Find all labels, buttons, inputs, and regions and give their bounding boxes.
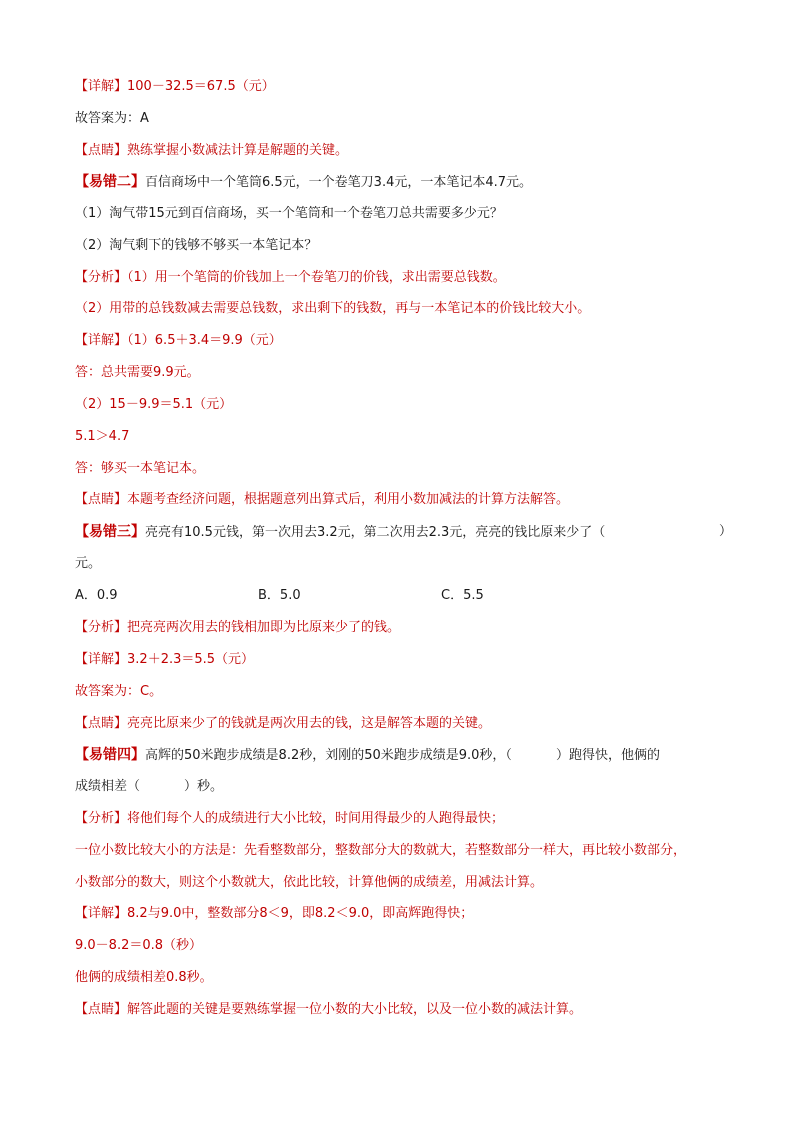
calc-line-4: 9.0－8.2＝0.8（秒） xyxy=(75,938,203,953)
analysis-text: 把亮亮两次用去的钱相加即为比原来少了的钱。 xyxy=(127,620,401,635)
analysis-line-2: （2）用带的总钱数减去需要总钱数，求出剩下的钱数，再与一本笔记本的价钱比较大小。 xyxy=(75,301,591,316)
detail-line xyxy=(75,77,275,97)
answer-line-3: 故答案为：C。 xyxy=(75,684,163,699)
detail-line-3 xyxy=(75,650,254,670)
analysis-line-4 xyxy=(75,809,504,829)
analysis-text: 将他们每个人的成绩进行大小比较，时间用得最少的人跑得最快； xyxy=(127,811,505,826)
detail-text: （1）6.5＋3.4＝9.9（元） xyxy=(127,333,282,348)
analysis-tag: 【分析】 xyxy=(75,270,128,285)
comment-line-2 xyxy=(75,490,569,510)
comment-tag: 【点睛】 xyxy=(75,492,128,507)
question-tag-3: 【易错三】 xyxy=(75,524,145,540)
comment-tag: 【点睛】 xyxy=(75,1002,128,1017)
question-text-4a: 高辉的50米跑步成绩是8.2秒，刘刚的50米跑步成绩是9.0秒，（ xyxy=(145,748,512,763)
analysis-tag: 【分析】 xyxy=(75,811,128,826)
detail-tag: 【详解】 xyxy=(75,79,128,94)
analysis-line-1 xyxy=(75,268,506,288)
comment-line-3 xyxy=(75,714,491,734)
comment-tag: 【点睛】 xyxy=(75,716,128,731)
sub-question-2: （2）淘气剩下的钱够不够买一本笔记本？ xyxy=(75,238,318,253)
comment-text: 本题考查经济问题，根据题意列出算式后，利用小数加减法的计算方法解答。 xyxy=(127,492,570,507)
question-title-4 xyxy=(75,745,660,766)
detail-tag: 【详解】 xyxy=(75,333,128,348)
detail-text: 100－32.5＝67.5（元） xyxy=(127,79,275,94)
detail-line-1 xyxy=(75,331,282,351)
question-text-4b: ）跑得快，他俩的 xyxy=(555,748,660,763)
analysis-line-4c: 小数部分的数大，则这个小数就大，依此比较，计算他俩的成绩差，用减法计算。 xyxy=(75,875,544,890)
compare-line: 5.1＞4.7 xyxy=(75,429,130,444)
detail-line-4 xyxy=(75,904,473,924)
answer-line: 故答案为：A xyxy=(75,111,149,126)
comment-tag: 【点睛】 xyxy=(75,143,128,158)
option-a: A．0.9 xyxy=(75,588,118,603)
comment-text: 亮亮比原来少了的钱就是两次用去的钱，这是解答本题的关键。 xyxy=(127,716,492,731)
comment-text: 熟练掌握小数减法计算是解题的关键。 xyxy=(127,143,349,158)
analysis-text: （1）用一个笔筒的价钱加上一个卷笔刀的价钱，求出需要总钱数。 xyxy=(127,270,506,285)
question-text-4c: 成绩相差（ xyxy=(75,779,141,794)
answer-line-4: 他俩的成绩相差0.8秒。 xyxy=(75,970,213,985)
question-tag-2: 【易错二】 xyxy=(75,174,145,190)
detail-line-2: （2）15－9.9＝5.1（元） xyxy=(75,397,233,412)
question-text-4d: ）秒。 xyxy=(184,779,224,794)
analysis-tag: 【分析】 xyxy=(75,620,128,635)
comment-line xyxy=(75,141,348,161)
blank-close-paren: ） xyxy=(719,524,733,539)
detail-text: 3.2＋2.3＝5.5（元） xyxy=(127,652,255,667)
detail-text: 8.2与9.0中，整数部分8＜9，即8.2＜9.0，即高辉跑得快； xyxy=(127,906,474,921)
question-title-2 xyxy=(75,172,532,193)
detail-tag: 【详解】 xyxy=(75,652,128,667)
comment-line-4 xyxy=(75,1000,582,1020)
question-text-2: 百信商场中一个笔筒6.5元，一个卷笔刀3.4元，一本笔记本4.7元。 xyxy=(145,175,533,190)
sub-question-1: （1）淘气带15元到百信商场，买一个笔筒和一个卷笔刀总共需要多少元？ xyxy=(75,206,503,221)
comment-text: 解答此题的关键是要熟练掌握一位小数的大小比较，以及一位小数的减法计算。 xyxy=(127,1002,583,1017)
detail-tag: 【详解】 xyxy=(75,906,128,921)
option-b: B．5.0 xyxy=(258,588,301,603)
question-text-4-cont xyxy=(75,777,223,797)
analysis-line-3 xyxy=(75,618,400,638)
option-c: C．5.5 xyxy=(441,588,484,603)
analysis-line-4b: 一位小数比较大小的方法是：先看整数部分，整数部分大的数就大，若整数部分一样大，再比较小数部分， xyxy=(75,843,687,858)
question-text-3-cont: 元。 xyxy=(75,556,102,571)
question-tag-4: 【易错四】 xyxy=(75,747,145,763)
question-title-3 xyxy=(75,522,605,543)
answer-line-1: 答：总共需要9.9元。 xyxy=(75,365,200,380)
question-text-3: 亮亮有10.5元钱，第一次用去3.2元，第二次用去2.3元，亮亮的钱比原来少了（ xyxy=(145,525,606,540)
answer-line-2: 答：够买一本笔记本。 xyxy=(75,461,206,476)
